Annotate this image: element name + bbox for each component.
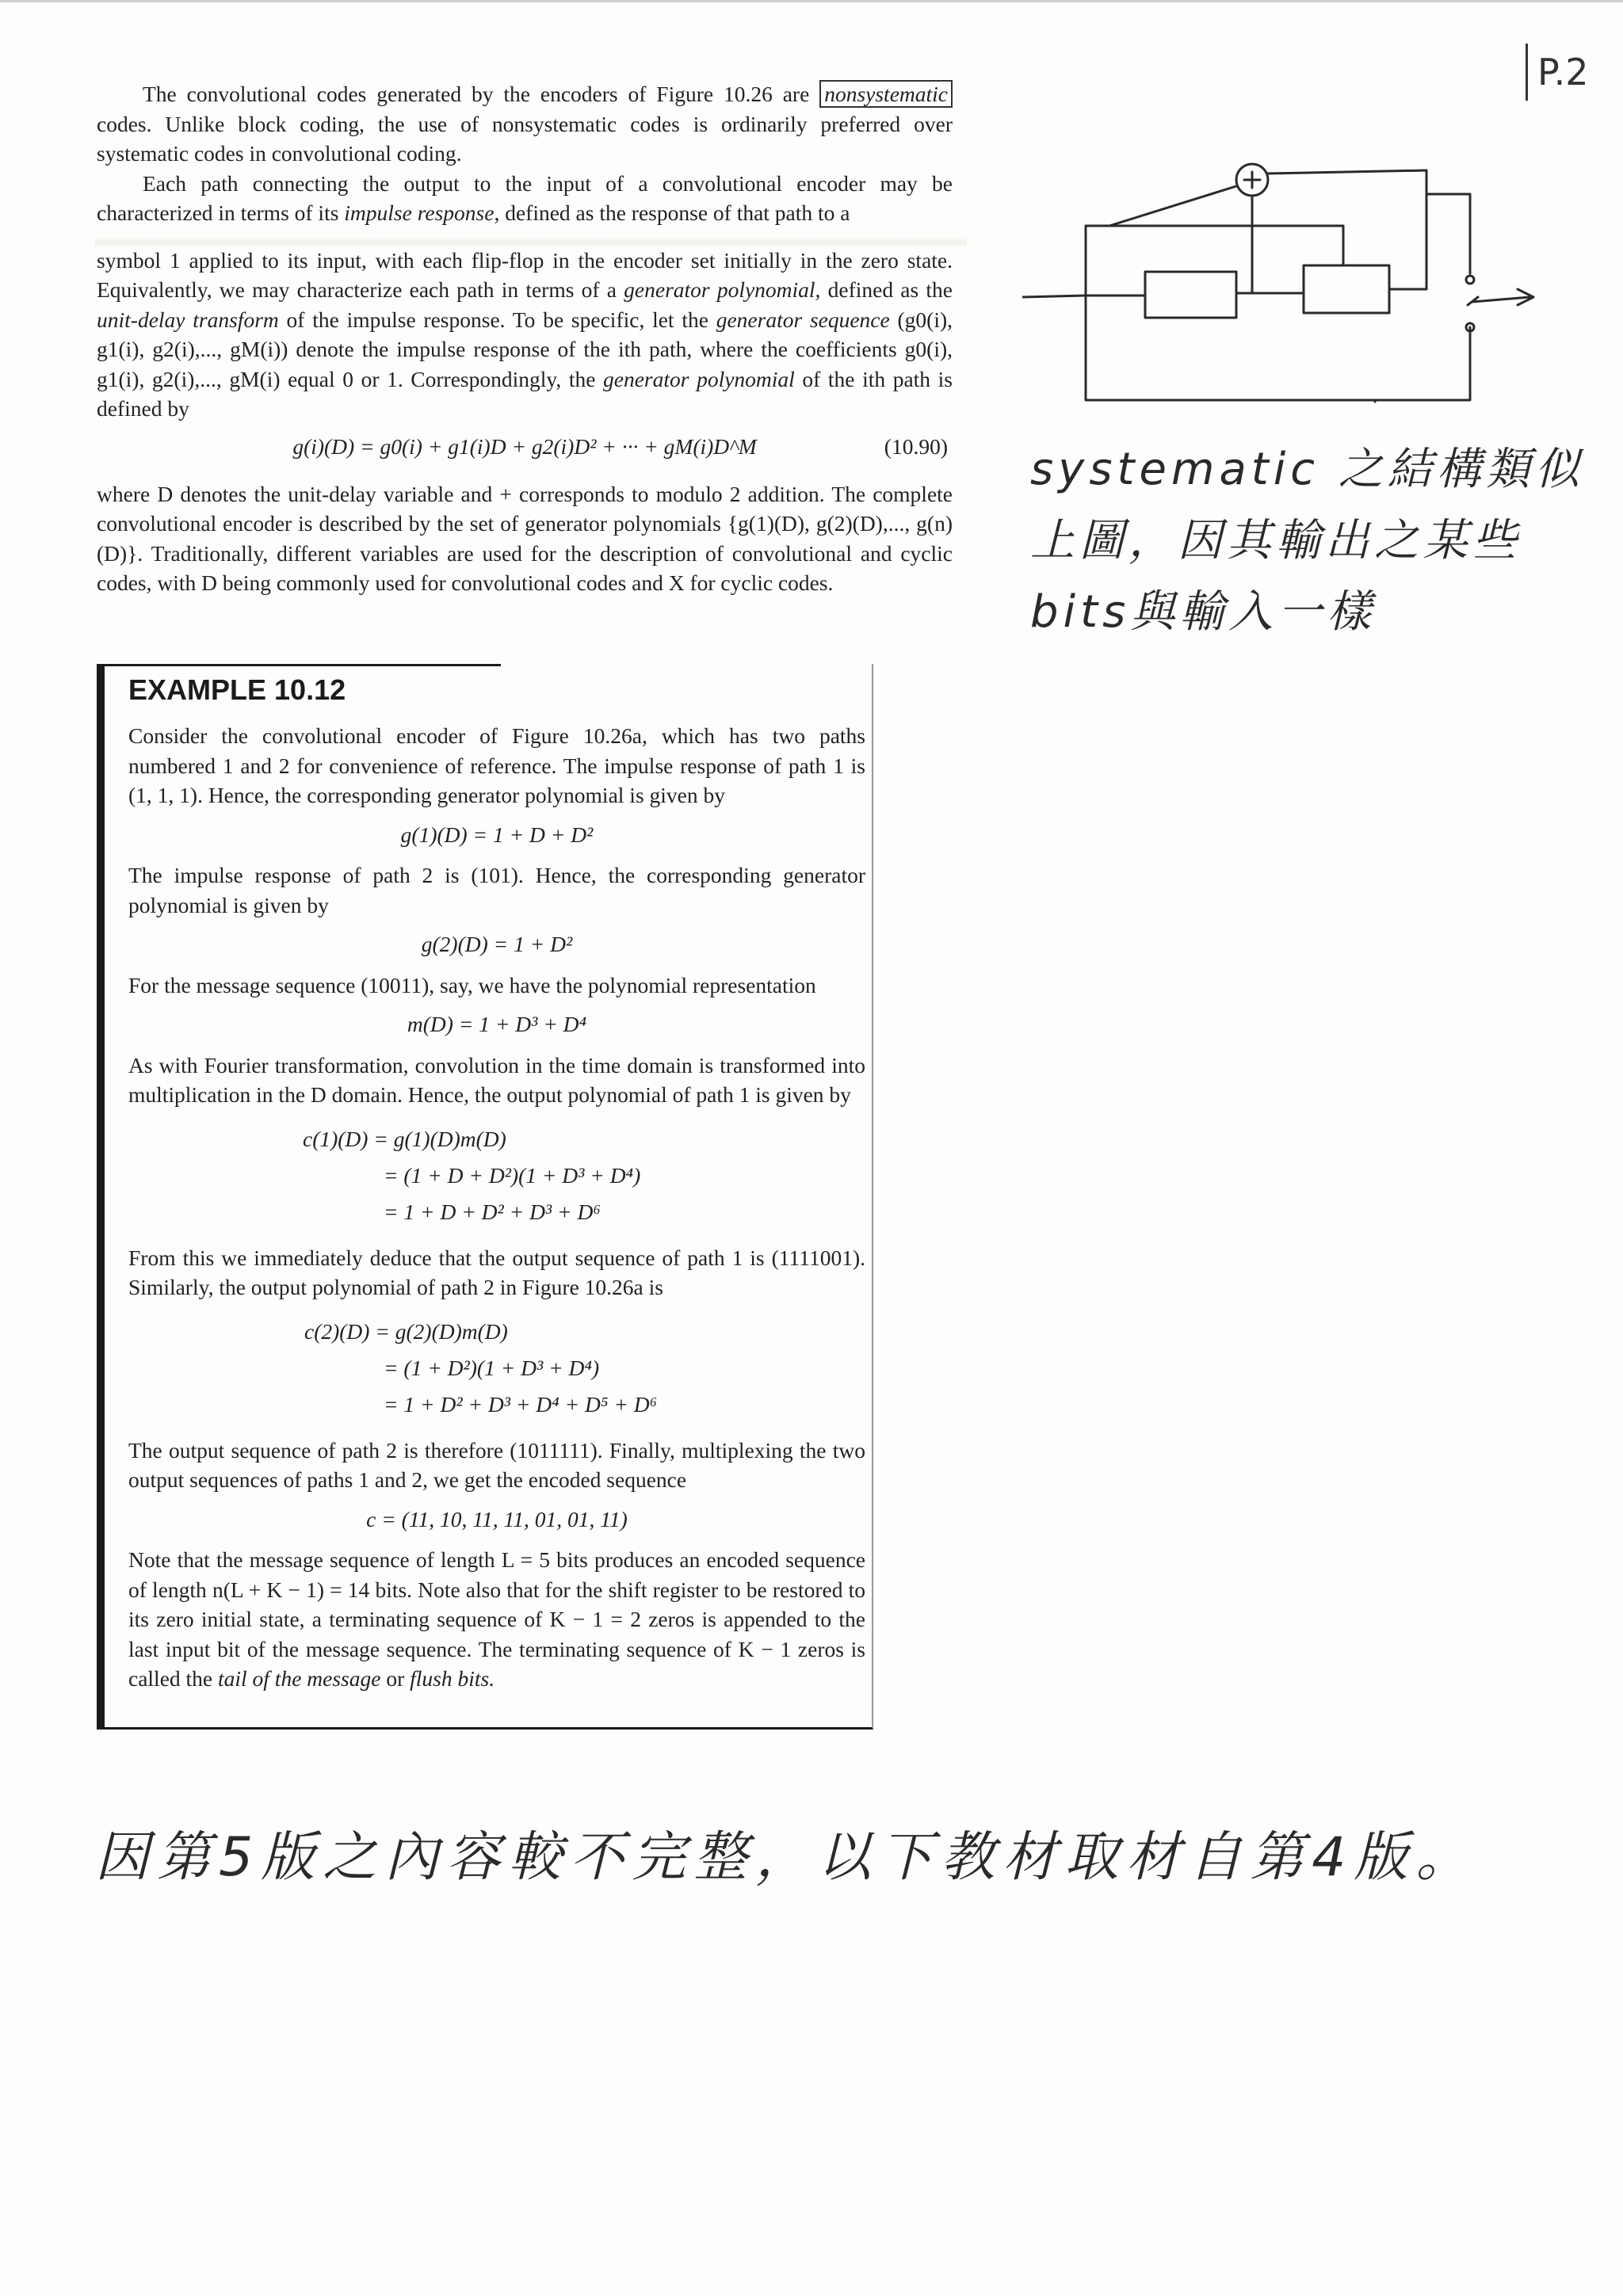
p3-text-c: of the impulse response. To be specific, let the — [278, 307, 716, 332]
equation-number: (10.90) — [884, 433, 948, 459]
example-top-rule — [105, 664, 501, 666]
equation-c1-line-3: = 1 + D + D² + D³ + D⁶ — [384, 1199, 601, 1224]
equation-c2-line-1: c(2)(D) = g(2)(D)m(D) — [304, 1318, 508, 1344]
p2-text-b: , defined as the response of that path to a — [494, 200, 850, 225]
diagram-register-1 — [1145, 272, 1236, 318]
example-title: EXAMPLE 10.12 — [128, 673, 346, 706]
example-text-1: Consider the convolutional encoder of Figure 10.26a, which has two paths numbered 1 and 2 for convenience of reference. The impulse response of path 1 is (1, 1, 1). Hence, the corresponding generator polynomial is given by — [128, 723, 865, 807]
term-flush-bits: flush bits. — [410, 1666, 495, 1691]
p3-text-d: (g0(i), g1(i), g2(i),..., gM(i)) denote the impulse response of the ith path, where the coefficients g0(i), g1(i), g2(i),..., gM(i) equal 0 or 1. Correspondingly, the — [97, 307, 953, 391]
example-text-7a: Note that the message sequence of length L = 5 bits produces an encoded sequence of length n(L + K − 1) = 14 bits. Note also that for the shift register to be restored to its zero initial state, a terminating sequence of K − 1 = 2 zeros is appended to the last input bit of the message sequence. The terminating sequence of K − 1 zeros is called the — [128, 1547, 865, 1691]
paragraph-3 — [97, 246, 953, 424]
paragraph-1 — [97, 79, 953, 169]
p2-text-a: Each path connecting the output to the input of a convolutional encoder may be characterized in terms of its — [97, 170, 953, 225]
paragraph-2 — [97, 169, 953, 228]
example-box — [97, 664, 873, 1730]
example-text-3: For the message sequence (10011), say, we have the polynomial representation — [128, 972, 816, 997]
handwritten-note-systematic: systematic 之結構類似上圖，因其輸出之某些bits與輸入一樣 — [1030, 444, 1584, 638]
p1-text-a: The convolutional codes generated by the encoders of Figure 10.26 are — [143, 82, 820, 106]
term-tail-of-message: tail of the message — [218, 1666, 381, 1691]
equation-c: c = (11, 10, 11, 11, 01, 01, 11) — [366, 1506, 628, 1531]
equation-10-90 — [97, 432, 953, 470]
equation-c2-line-2: = (1 + D²)(1 + D³ + D⁴) — [384, 1355, 600, 1380]
p3-text-a: symbol 1 applied to its input, with each flip-flop in the encoder set initially in the zero state. Equivalently, we may characterize each path in terms of a — [97, 247, 953, 302]
example-text-5: From this we immediately deduce that the output sequence of path 1 is (1111001). Similarly, the output polynomial of path 2 in Figure 10.26a is — [128, 1245, 865, 1299]
term-impulse-response: impulse response — [344, 200, 495, 225]
p1-text-b: codes. Unlike block coding, the use of nonsystematic codes is ordinarily preferred over systematic codes in convolutional coding. — [97, 111, 953, 166]
term-generator-sequence: generator sequence — [716, 307, 890, 332]
handdrawn-encoder-diagram — [1022, 147, 1577, 416]
diagram-feedback-top — [1268, 170, 1426, 289]
diagram-input-line — [1022, 296, 1086, 297]
diagram-switch-contact-1 — [1466, 276, 1474, 284]
page-top-edge — [0, 0, 1623, 2]
diagram-switch-bottom — [1375, 327, 1470, 400]
term-unit-delay-transform: unit-delay transform — [97, 307, 279, 332]
diagram-register-2 — [1304, 265, 1389, 313]
equation-m: m(D) = 1 + D³ + D⁴ — [407, 1012, 587, 1036]
page-number: P.2 — [1526, 44, 1613, 101]
paragraph-4: where D denotes the unit-delay variable and + corresponds to modulo 2 addition. The complete convolutional encoder is described by the set of generator polynomials {g(1)(D), g(2)(D),..., g(n)(D)}. Traditionally, different variables are used for the description of convolutional and cyclic codes, with D being commonly used for convolutional codes and X for cyclic codes. — [97, 481, 953, 595]
diagram-output-line — [1472, 297, 1529, 302]
scan-seam — [95, 238, 967, 247]
equation-c2-line-3: = 1 + D² + D³ + D⁴ + D⁵ + D⁶ — [384, 1391, 658, 1417]
example-body — [128, 721, 865, 1694]
equation-c1-block — [128, 1121, 865, 1230]
equation-c1-line-1: c(1)(D) = g(1)(D)m(D) — [303, 1126, 506, 1151]
diagram-bottom-wire — [1086, 296, 1375, 402]
equation-c2-block — [128, 1314, 865, 1423]
example-text-6: The output sequence of path 2 is therefore (1011111). Finally, multiplexing the two output sequences of paths 1 and 2, we get the encoded sequence — [128, 1437, 865, 1492]
main-text-column — [97, 79, 953, 598]
term-generator-polynomial: generator polynomial, — [624, 277, 821, 302]
equation-g2: g(2)(D) = 1 + D² — [421, 932, 573, 956]
example-text-7 — [128, 1545, 865, 1694]
equation-c1-line-2: = (1 + D + D²)(1 + D³ + D⁴) — [384, 1162, 641, 1188]
handwritten-note-edition: 因第5版之內容較不完整，以下教材取材自第4版。 — [95, 1826, 1478, 1889]
equation-g1: g(1)(D) = 1 + D + D² — [400, 822, 594, 847]
diagram-line-to-adder — [1109, 186, 1236, 226]
example-text-7b: or — [380, 1666, 411, 1691]
diagram-adder-plus — [1244, 172, 1260, 188]
boxed-term-nonsystematic: nonsystematic — [819, 80, 953, 108]
example-text-2: The impulse response of path 2 is (101). Hence, the corresponding generator polynomial is given by — [128, 863, 865, 917]
p3-text-b: defined as the — [820, 277, 953, 302]
equation-10-90-expression: g(i)(D) = g0(i) + g1(i)D + g2(i)D² + ··· + gM(i)D^M — [292, 433, 757, 459]
term-generator-polynomial-2: generator polynomial — [603, 366, 795, 391]
p3-text-e: of the ith path is defined by — [97, 366, 953, 421]
example-text-4: As with Fourier transformation, convolution in the time domain is transformed into multiplication in the D domain. Hence, the output polynomial of path 1 is given by — [128, 1052, 865, 1107]
